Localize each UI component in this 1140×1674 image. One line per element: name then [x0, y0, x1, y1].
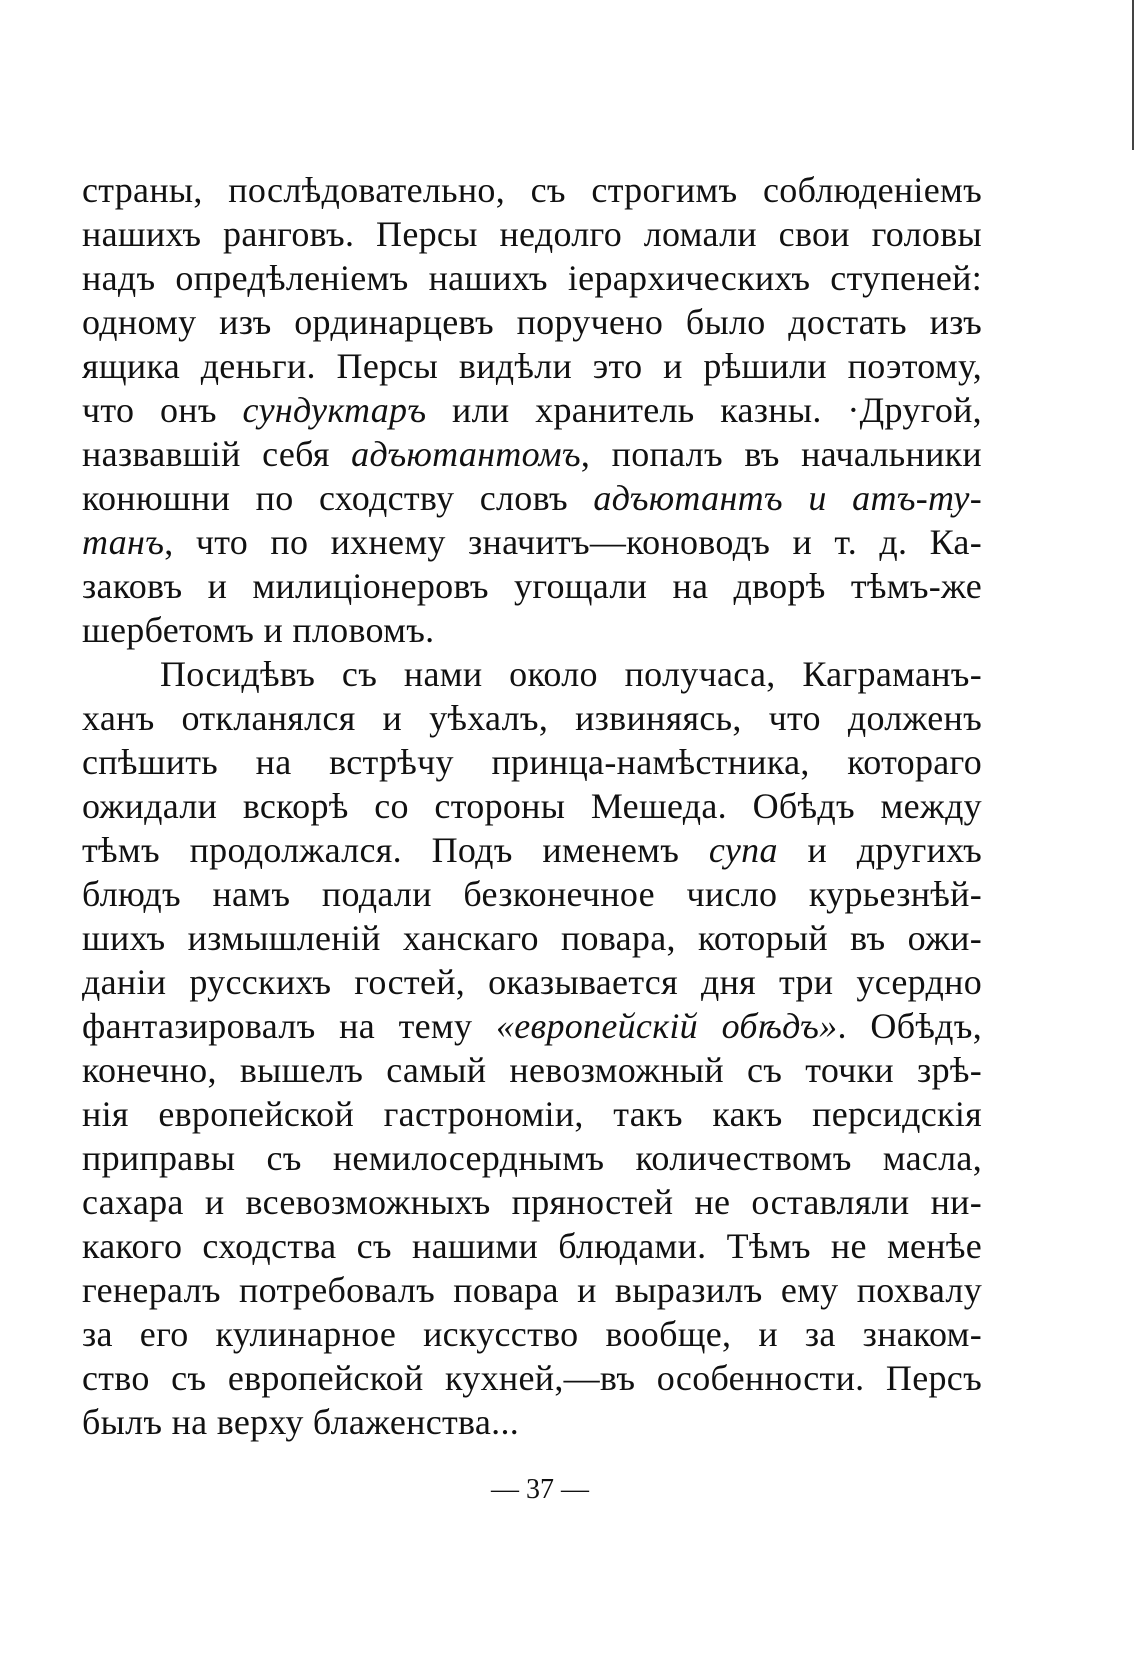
text-line-15: ожидали вскорѣ со стороны Мешеда. Обѣдъ между: [82, 786, 982, 826]
italic-term: адъютантъ и атъ-ту-: [593, 478, 982, 518]
text-segment: , что по ихнему значитъ—коноводъ и т. д. Ка-: [164, 522, 982, 562]
text-segment: и другихъ: [777, 830, 982, 870]
text-line-19: данiи русскихъ гостей, оказывается дня три усердно: [82, 962, 982, 1002]
italic-term: «европейскiй обѣдъ»: [495, 1006, 838, 1046]
text-line-2: нашихъ ранговъ. Персы недолго ломали свои головы: [82, 214, 982, 254]
text-line-16: [82, 828, 982, 872]
text-line-9: [82, 520, 982, 564]
text-line-25: какого сходства съ нашими блюдами. Тѣмъ не менѣе: [82, 1226, 982, 1266]
text-segment: , попалъ въ начальники: [580, 434, 982, 474]
text-line-3: надъ опредѣленiемъ нашихъ iерархическихъ ступеней:: [82, 258, 982, 298]
text-segment: . Обѣдъ,: [837, 1006, 982, 1046]
body-text: [82, 168, 982, 1444]
text-segment: или хранитель казны. ·Другой,: [426, 390, 982, 430]
text-line-29: былъ на верху блаженства...: [82, 1402, 520, 1442]
text-line-8: [82, 476, 982, 520]
text-line-27: за его кулинарное искусство вообще, и за знаком-: [82, 1314, 982, 1354]
text-line-21: конечно, вышелъ самый невозможный съ точки зрѣ-: [82, 1050, 982, 1090]
text-segment: тѣмъ продолжался. Подъ именемъ: [82, 830, 709, 870]
italic-term: адъютантомъ: [351, 434, 581, 474]
italic-term: сундуктаръ: [242, 390, 427, 430]
text-line-22: нiя европейской гастрономiи, такъ какъ персидскiя: [82, 1094, 982, 1134]
text-line-13: ханъ откланялся и уѣхалъ, извиняясь, что долженъ: [82, 698, 982, 738]
text-line-23: приправы съ немилосерднымъ количествомъ масла,: [82, 1138, 982, 1178]
text-line-10: заковъ и милицiонеровъ угощали на дворѣ тѣмъ-же: [82, 566, 982, 606]
text-line-7: [82, 432, 982, 476]
text-line-17: блюдъ намъ подали безконечное число курьезнѣй-: [82, 874, 982, 914]
page-number: — 37 —: [491, 1474, 589, 1505]
text-line-28: ство съ европейской кухней,—въ особенности. Персъ: [82, 1358, 982, 1398]
text-line-26: генералъ потребовалъ повара и выразилъ ему похвалу: [82, 1270, 982, 1310]
text-segment: фантазировалъ на тему: [82, 1006, 496, 1046]
text-line-12: Посидѣвъ съ нами около получаса, Каграманъ-: [160, 654, 982, 694]
text-segment: конюшни по сходству словъ: [82, 478, 594, 518]
italic-term: танъ: [82, 522, 165, 562]
text-line-5: ящика деньги. Персы видѣли это и рѣшили поэтому,: [82, 346, 982, 386]
text-line-11: шербетомъ и пловомъ.: [82, 610, 435, 650]
text-line-4: одному изъ ординарцевъ поручено было достать изъ: [82, 302, 982, 342]
text-segment: что онъ: [82, 390, 243, 430]
scan-edge-mark: [1132, 0, 1134, 150]
text-line-1: страны, послѣдовательно, съ строгимъ соблюденiемъ: [82, 170, 982, 210]
italic-term: супа: [708, 830, 778, 870]
text-segment: назвавшiй себя: [82, 434, 352, 474]
text-line-18: шихъ измышленiй ханскаго повара, который въ ожи-: [82, 918, 982, 958]
text-line-24: сахара и всевозможныхъ пряностей не оставляли ни-: [82, 1182, 982, 1222]
text-line-14: спѣшить на встрѣчу принца-намѣстника, котораго: [82, 742, 982, 782]
text-line-20: [82, 1004, 982, 1048]
text-line-6: [82, 388, 982, 432]
